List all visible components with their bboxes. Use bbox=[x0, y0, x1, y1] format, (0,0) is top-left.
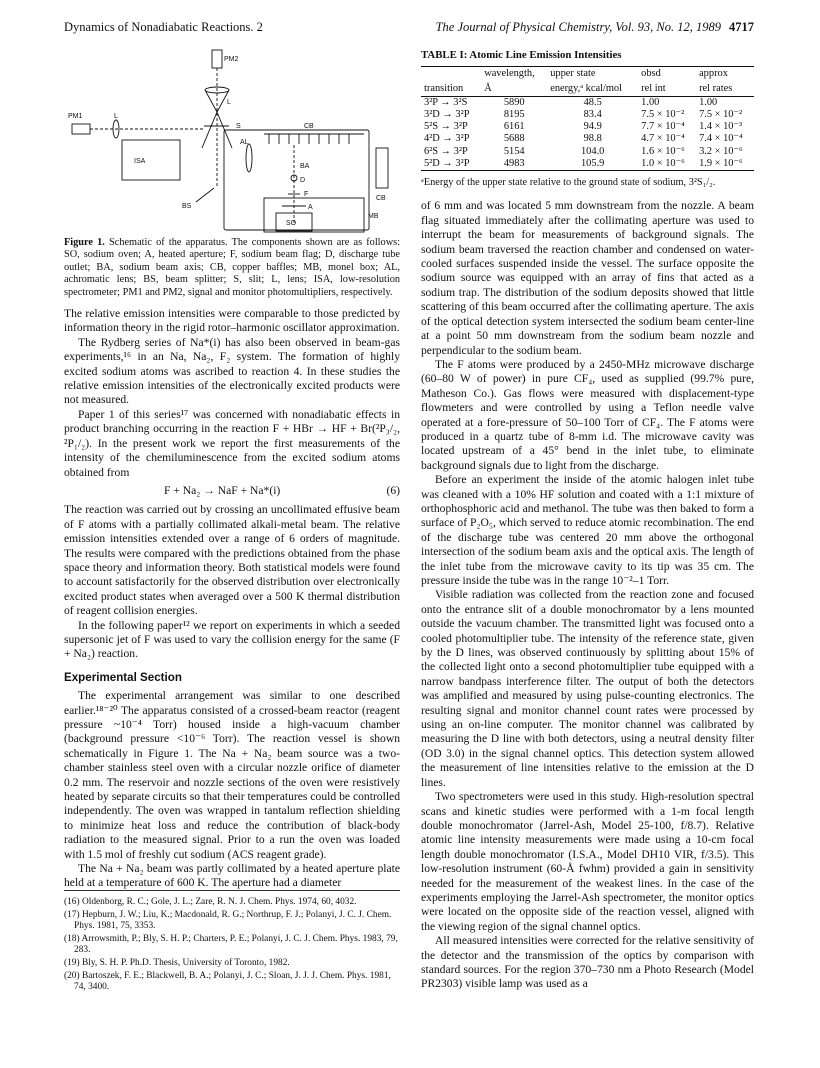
table-cell: 1.00 bbox=[641, 96, 660, 108]
table-cell: 7.5 × 10⁻² bbox=[641, 109, 685, 121]
table-cell: 94.9 bbox=[583, 121, 602, 133]
table-cell: 1.4 × 10⁻³ bbox=[699, 121, 743, 133]
table-cell: 3²D → 3²P bbox=[424, 109, 470, 121]
table-title: TABLE I: Atomic Line Emission Intensities bbox=[421, 49, 622, 61]
header-cell: energy,ᵃ kcal/mol bbox=[547, 82, 638, 97]
table-cell: 7.7 × 10⁻⁴ bbox=[641, 121, 685, 133]
reference-item: (18) Arrowsmith, P.; Bly, S. H. P.; Charters, P. E.; Polanyi, J. C. J. Chem. Phys. 1983, 79, 283. bbox=[64, 933, 398, 956]
table-cell: 6²S → 3²P bbox=[424, 145, 468, 157]
figure-1 bbox=[64, 48, 400, 233]
table-cell: 4983 bbox=[481, 158, 547, 171]
label-l-side: L bbox=[114, 113, 118, 120]
paragraph: The reaction was carried out by crossing an uncollimated effusive beam of F atoms with a partially collimated alkali-metal beam. The relative emission intensities extended over a range of 6 orders of magnitude. The results were compared with the predictions obtained from the phase space theory and information theory. Both statistical models were found to account satisfactorily for the observed distribution over electronically excited product states when averaged over a 500 K thermal distribution of reagent collision energies. bbox=[64, 503, 400, 618]
table-cell: 5²D → 3²P bbox=[421, 158, 481, 171]
paragraph: The Rydberg series of Na*(i) has also been observed in beam-gas experiments,¹⁶ in an Na, Na₂, F₂ system. The formation of highly excited sodium atoms was ascribed to reaction 4. In these studies the relative emission intensities of the electronically excited products were not measured. bbox=[64, 335, 400, 407]
figure-label: Figure 1. bbox=[64, 237, 105, 248]
figure-caption-text: Schematic of the apparatus. The components shown are as follows: SO, sodium oven; A, heated aperture; F, sodium beam flag; D, discharge tube outlet; BA, sodium beam axis; CB, copper baffles; MB, monel box; AL, achromatic lens; BS, beam splitter; S, slit; L, lens; ISA, low-resolution spectrometer; PM1 and PM2, signal and monitor photomultipliers, respectively. bbox=[64, 237, 400, 298]
label-l-upper: L bbox=[227, 99, 231, 106]
beam-splitter bbox=[196, 188, 214, 202]
table-cell: 6161 bbox=[503, 121, 525, 133]
table-row bbox=[421, 121, 754, 133]
reference-item: (16) Oldenborg, R. C.; Gole, J. L.; Zare, R. N. J. Chem. Phys. 1974, 60, 4032. bbox=[64, 897, 357, 907]
reference-item: (17) Hepburn, J. W.; Liu, K.; Macdonald, R. G.; Northrup, F. J.; Polanyi, J. C. J. Chem. Phys. 1981, 75, 3353. bbox=[64, 909, 392, 932]
table-cell: 8195 bbox=[503, 109, 525, 121]
equation-text: F + Na₂ → NaF + Na*(i) bbox=[164, 483, 281, 497]
footnote-references bbox=[64, 890, 400, 995]
label-s: S bbox=[236, 123, 241, 130]
table-row bbox=[421, 146, 754, 158]
table-footnote: ᵃEnergy of the upper state relative to the ground state of sodium, 3²S₁/₂. bbox=[421, 177, 716, 189]
header-cell bbox=[421, 67, 481, 82]
table-cell: 1.6 × 10⁻⁶ bbox=[641, 145, 685, 157]
paragraph: In the following paper¹² we report on experiments in which a seeded supersonic jet of F was used to vary the collision energy for the same (F + Na₂) reaction. bbox=[64, 618, 400, 661]
header-cell: wavelength, bbox=[481, 67, 547, 82]
pm2-detector bbox=[212, 50, 222, 68]
header-cell: rel rates bbox=[696, 82, 754, 97]
label-pm1: PM1 bbox=[68, 113, 83, 120]
table-cell: 5890 bbox=[503, 96, 525, 108]
table-cell: 1.00 bbox=[699, 96, 718, 108]
paragraph: The Na + Na₂ beam was partly collimated by a heated aperture plate held at a temperature of 600 K. The aperture had a diameter bbox=[64, 862, 400, 890]
equation-number: (6) bbox=[386, 483, 400, 497]
table-cell: 3.2 × 10⁻⁶ bbox=[699, 145, 743, 157]
table-cell: 7.4 × 10⁻⁴ bbox=[699, 133, 743, 145]
table-row bbox=[421, 158, 754, 171]
running-title: Dynamics of Nonadiabatic Reactions. 2 bbox=[64, 20, 263, 34]
right-column bbox=[421, 48, 754, 992]
label-mb: MB bbox=[368, 213, 379, 220]
table-cell: 5²S → 3²P bbox=[424, 121, 468, 133]
journal-name: The Journal of Physical Chemistry, Vol. 93, No. 12, 1989 bbox=[435, 20, 721, 34]
section-heading: Experimental Section bbox=[64, 670, 182, 684]
table-cell: 48.5 bbox=[583, 96, 602, 108]
label-a: A bbox=[308, 204, 313, 211]
paragraph: of 6 mm and was located 5 mm downstream from the nozzle. A beam flag situated immediately after the collimating aperture was used to interrupt the beam for measurements of background signals. The sodium beam traversed the reaction chamber and condensed on water-cooled surfaces suspended inside the vessel. The surface opposite the sodium source was equipped with an array of fins that acted as a sodium trap. The distribution of the sodium deposits showed that little scattering of this beam occurred after the collimating aperture. The axis of the optical detection system intersected the sodium beam center-line at a point 50 mm downstream from the sodium beam nozzle and perpendicular to the sodium beam. bbox=[421, 199, 754, 357]
table-cell: 83.4 bbox=[583, 109, 602, 121]
label-f: F bbox=[304, 191, 309, 198]
header-cell: rel int bbox=[638, 82, 696, 97]
paragraph: The F atoms were produced by a 2450-MHz microwave discharge (60–80 W of power) in pure CF₄, used as supplied (99.7% pure, Matheson Co.). Gas flows were measured with displacement-type flowmeters and were controlled by using a Teflon needle valve operated at a fore-pressure of 50–100 Torr of CF₄. The F atoms were produced in a quartz tube of 8-mm i.d. The microwave cavity was located upstream of a 45° bend in the inlet tube, to eliminate background signals due to light from the discharge. bbox=[421, 357, 754, 472]
label-al: AL bbox=[240, 139, 249, 146]
page-number: 4717 bbox=[729, 20, 754, 34]
table-cell: 4²D → 3²P bbox=[424, 133, 470, 145]
running-header bbox=[64, 20, 754, 40]
paragraph: Visible radiation was collected from the reaction zone and focused onto the entrance slit of a double monochromator by a lens mounted outside the vacuum chamber. The transmitted light was focused onto a cooled photomultiplier tube. The intensity of the reference state, given by the D lines, was observed continuously by splitting about 15% of the collected light onto a second photomultiplier tube equipped with a narrow bandpass interference filter. The output of both the detectors was amplified and measured by using pulse-counting electronics. The resulting signal and monitor channel count rates were processed by using an on-line computer. The monitor channel was calibrated by measuring the D line with both detectors, using a neutral density filter (OD 3.0) in the signal channel optics. This detection system allowed the measurement of line intensities relative to the emission at the D lines. bbox=[421, 588, 754, 789]
paragraph: All measured intensities were corrected for the relative sensitivity of the detector and the transmission of the optics by comparison with standard sources. For the region 370–730 nm a Photo Research (Model PR2303) visible lamp was used as a bbox=[421, 934, 754, 991]
table-cell: 104.0 bbox=[580, 145, 605, 157]
label-d: D bbox=[300, 177, 306, 184]
header-cell: obsd bbox=[638, 67, 696, 82]
label-cb-right: CB bbox=[376, 195, 386, 202]
table-cell: 1.9 × 10⁻⁶ bbox=[696, 158, 754, 171]
reference-item: (20) Bartoszek, F. E.; Blackwell, B. A.; Polanyi, J. C.; Sloan, J. J. J. Chem. Phys. 1981, 74, 3400. bbox=[64, 970, 391, 993]
table-cell: 1.0 × 10⁻⁶ bbox=[638, 158, 696, 171]
left-column bbox=[64, 48, 400, 891]
table-cell: 7.5 × 10⁻² bbox=[699, 109, 743, 121]
paragraph: Two spectrometers were used in this study. High-resolution spectral scans and kinetic studies were performed with a 1-m focal length double monochromator (Jarrel-Ash, Model 25-100, f/8.7). Relative atomic line intensity measurements were made using a 10-cm focal length double monochromator (I.S.A., Model DH10 VIR, f/3.5). This low-resolution instrument (60-Å fwhm) provided a gain in sensitivity needed for the measurement of the weakest lines. In the case of the experiments employing the Jarrel-Ash spectrometer, the monitor optics were located on the opposite side of the reaction vessel, aligned with the viewing region of the signal channel optics. bbox=[421, 790, 754, 933]
table-row bbox=[421, 96, 754, 109]
right-baffles bbox=[376, 148, 388, 188]
table-header-row bbox=[421, 82, 754, 97]
paragraph: The relative emission intensities were comparable to those predicted by information theory in the rigid rotor–harmonic oscillator approximation. bbox=[64, 307, 400, 335]
table-cell: 5688 bbox=[503, 133, 525, 145]
table-header-row bbox=[421, 67, 754, 82]
header-cell: approx bbox=[696, 67, 754, 82]
pm1-detector bbox=[72, 124, 90, 134]
baffle-fins bbox=[269, 134, 349, 144]
isa-spectrometer bbox=[122, 140, 180, 180]
header-cell: transition bbox=[421, 82, 481, 97]
label-bs: BS bbox=[182, 203, 192, 210]
emission-table bbox=[421, 66, 754, 171]
table-cell: 105.9 bbox=[547, 158, 638, 171]
table-row bbox=[421, 109, 754, 121]
label-isa: ISA bbox=[134, 158, 146, 165]
paragraph: Before an experiment the inside of the atomic halogen inlet tube was cleaned with a 10% HF solution and coated with a 1:1 mixture of orthophosphoric acid and methanol. The tube was then baked to form a surface of P₂O₅, which served to reduce atomic recombination. The end of the discharge tube was centered 20 mm above the orthogonal intersection of the sodium beam axis and the optical axis. The length of the inlet tube from the microwave cavity to its tip was 35 cm. The pressure inside the tube was in the range 10⁻²–1 Torr. bbox=[421, 473, 754, 587]
paragraph: Paper 1 of this series¹⁷ was concerned with nonadiabatic effects in product branching occurring in the reaction F + HBr → HF + Br(²P₃/₂, ²P₁/₂). In the present work we report the first measurements of the intensity of the chemiluminescence from the excited sodium atoms obtained from bbox=[64, 407, 400, 479]
header-cell: upper state bbox=[547, 67, 638, 82]
header-cell: Å bbox=[481, 82, 547, 97]
ray-3 bbox=[202, 112, 217, 148]
table-cell: 5154 bbox=[503, 145, 525, 157]
journal-citation bbox=[436, 20, 754, 35]
table-cell: 98.8 bbox=[583, 133, 602, 145]
figure-caption bbox=[64, 237, 400, 299]
paragraph: The experimental arrangement was similar to one described earlier.¹⁸⁻²⁰ The apparatus consisted of a crossed-beam reactor (reagent pressure ~10⁻⁴ Torr) housed inside a high-vacuum chamber (background pressure <10⁻⁶ Torr). The reaction vessel is shown schematically in Figure 1. The Na + Na₂ beam source was a two-chamber stainless steel oven with a circular nozzle orifice of diameter 0.2 mm. The reservoir and nozzle sections of the oven were resistively heated by separate circuits so that their temperatures could be controlled independently. The oven was wrapped in tantalum reflection shielding to minimize heat loss and reduce the contribution of black-body radiation to the measured signal. Prior to a run the oven was loaded with 1.5 mol of freshly cut sodium (ACS reagent grade). bbox=[64, 689, 400, 861]
reference-item: (19) Bly, S. H. P. Ph.D. Thesis, University of Toronto, 1982. bbox=[64, 957, 290, 968]
table-cell: 4.7 × 10⁻⁴ bbox=[641, 133, 685, 145]
monel-box bbox=[264, 198, 364, 232]
achromatic-lens bbox=[246, 144, 252, 172]
table-row bbox=[421, 133, 754, 145]
label-ba: BA bbox=[300, 163, 310, 170]
apparatus-schematic bbox=[64, 48, 400, 233]
label-so: SO bbox=[286, 220, 297, 227]
equation-6 bbox=[64, 484, 400, 498]
table-cell: 3²P → 3²S bbox=[424, 96, 468, 108]
label-pm2: PM2 bbox=[224, 56, 239, 63]
label-cb-top: CB bbox=[304, 123, 314, 130]
